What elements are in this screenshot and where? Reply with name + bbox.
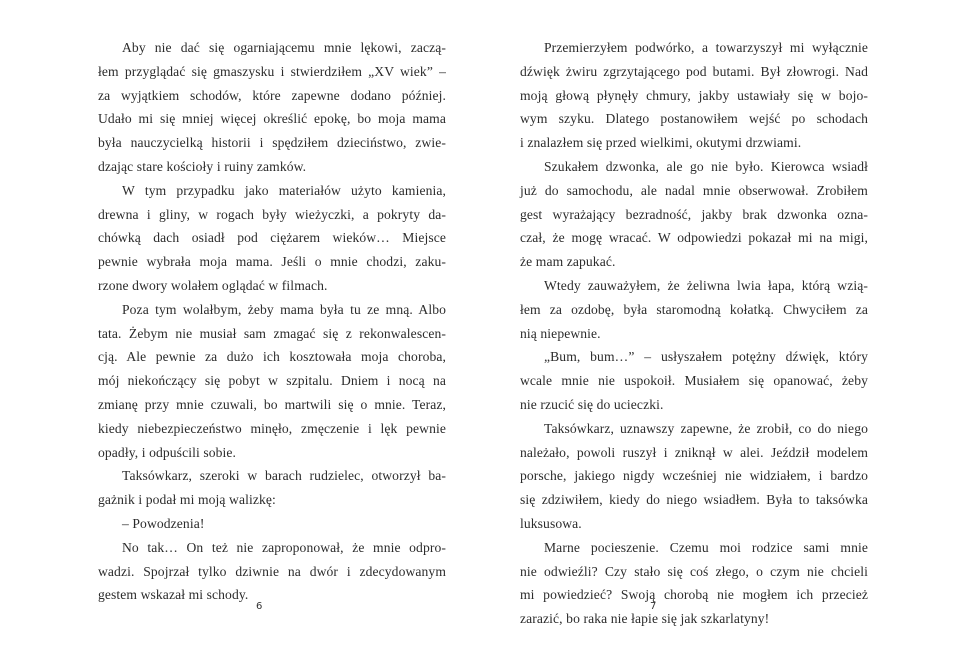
text-line: już do samochodu, ale nadal mnie obserwował. Zrobiłem [520,182,868,198]
right-page [480,0,960,649]
text-line: Szukałem dzwonka, ale go nie było. Kierowca wsiadł [544,158,868,174]
right-page-text [520,36,868,631]
text-line: była nauczycielką historii i spędziłem dzieciństwo, zwie- [98,135,446,151]
text-line: moją głową płynęły chmury, jakby ustawiały się w bojo- [520,87,868,103]
text-line: mi powiedzieć? Swoją chorobą nie mogłem ich przecież [520,587,868,603]
right-page-number: 7 [650,601,657,612]
text-line: zarazić, bo raka nie łapie się jak szkarlatyny! [520,611,770,627]
text-line: cją. Ale pewnie za dużo ich kosztowała moja choroba, [98,349,446,365]
text-line: Poza tym wolałbym, żeby mama była tu ze mną. Albo [122,301,446,317]
text-line: łem przyglądać się gmaszysku i stwierdziłem „XV wiek” – [98,63,446,79]
text-line: wcale mnie nie uspokoił. Musiałem się opanować, żeby [520,373,868,389]
text-line: się zdziwiłem, kiedy do niego wsiadłem. Była to taksówka [520,492,868,508]
text-line: pewnie wybrała moja mama. Jeśli o mnie chodzi, zaku- [98,254,446,270]
text-line: luksusowa. [520,515,582,531]
text-line: dzając stare kościoły i ruiny zamków. [98,158,307,174]
text-line: Aby nie dać się ogarniającemu mnie lękowi, zaczą- [122,40,446,55]
text-line: No tak… On też nie zaproponował, że mnie odpro- [122,539,446,555]
text-line: drewna i gliny, w rogach były wieżyczki, a pokryty da- [98,206,446,222]
text-line: rzone dwory wolałem oglądać w filmach. [98,277,328,293]
left-page-text [98,36,446,607]
text-line: opadły, i odpuścili sobie. [98,444,237,460]
text-line: że mam zapukać. [520,254,616,270]
text-line: gażnik i podał mi moją walizkę: [98,492,276,508]
text-line: należało, powoli ruszył i zniknął w alei. Jeździł modelem [520,444,868,460]
text-line: Wtedy zauważyłem, że żeliwna lwia łapa, którą wzią- [544,277,868,293]
text-line: łem za ozdobę, była staromodną kołatką. Chwyciłem za [520,301,868,317]
text-line: Taksówkarz, szeroki w barach rudzielec, otworzył ba- [122,468,446,484]
text-line: za wyjątkiem schodów, które zapewne dodano później. [98,87,446,103]
text-line: Marne pocieszenie. Czemu moi rodzice sami mnie [544,539,868,555]
text-line: nie rzucić się do ucieczki. [520,396,664,412]
text-line: chówką dach osiadł pod ciężarem wieków… Miejsce [98,230,446,246]
text-line: W tym przypadku jako materiałów użyto kamienia, [122,182,446,198]
text-line: zmianę przy mnie czuwali, bo martwili się o mnie. Teraz, [98,396,446,412]
text-line: tata. Żebym nie musiał sam zmagać się z rekonwalescen- [98,325,446,341]
text-line: czał, że mogę wracać. W odpowiedzi pokazał mi na migi, [520,230,868,246]
text-line: Taksówkarz, uznawszy zapewne, że zrobił, co do niego [544,420,868,436]
text-line: i znalazłem się przed wielkimi, okutymi drzwiami. [520,135,802,151]
text-line: Udało mi się mniej więcej określić epokę, bo moja mama [98,111,446,127]
left-page-number: 6 [256,601,263,612]
text-line: – Powodzenia! [122,515,205,531]
text-line: nie odwieźli? Czy stało się coś złego, o czym nie chcieli [520,563,868,579]
text-line: wym szyku. Dlatego postanowiłem wejść po schodach [520,111,868,127]
text-line: gestem wskazał mi schody. [98,587,249,603]
text-line: kiedy niebezpieczeństwo minęło, zmęczenie i lęk pewnie [98,420,446,436]
text-line: gest wyrażający bezradność, jakby brak dzwonka ozna- [520,206,868,222]
text-line: Przemierzyłem podwórko, a towarzyszył mi wyłącznie [544,40,868,55]
text-line: porsche, jakiego nigdy wcześniej nie widziałem, i bardzo [520,468,868,484]
text-line: „Bum, bum…” – usłyszałem potężny dźwięk, który [544,349,868,365]
text-line: dźwięk żwiru zgrzytającego pod butami. Był złowrogi. Nad [520,63,868,79]
text-line: nią niepewnie. [520,325,601,341]
text-line: wadzi. Spojrzał tylko dziwnie na dwór i zdecydowanym [98,563,446,579]
text-line: mój niekończący się pobyt w szpitalu. Dniem i nocą na [98,373,446,389]
